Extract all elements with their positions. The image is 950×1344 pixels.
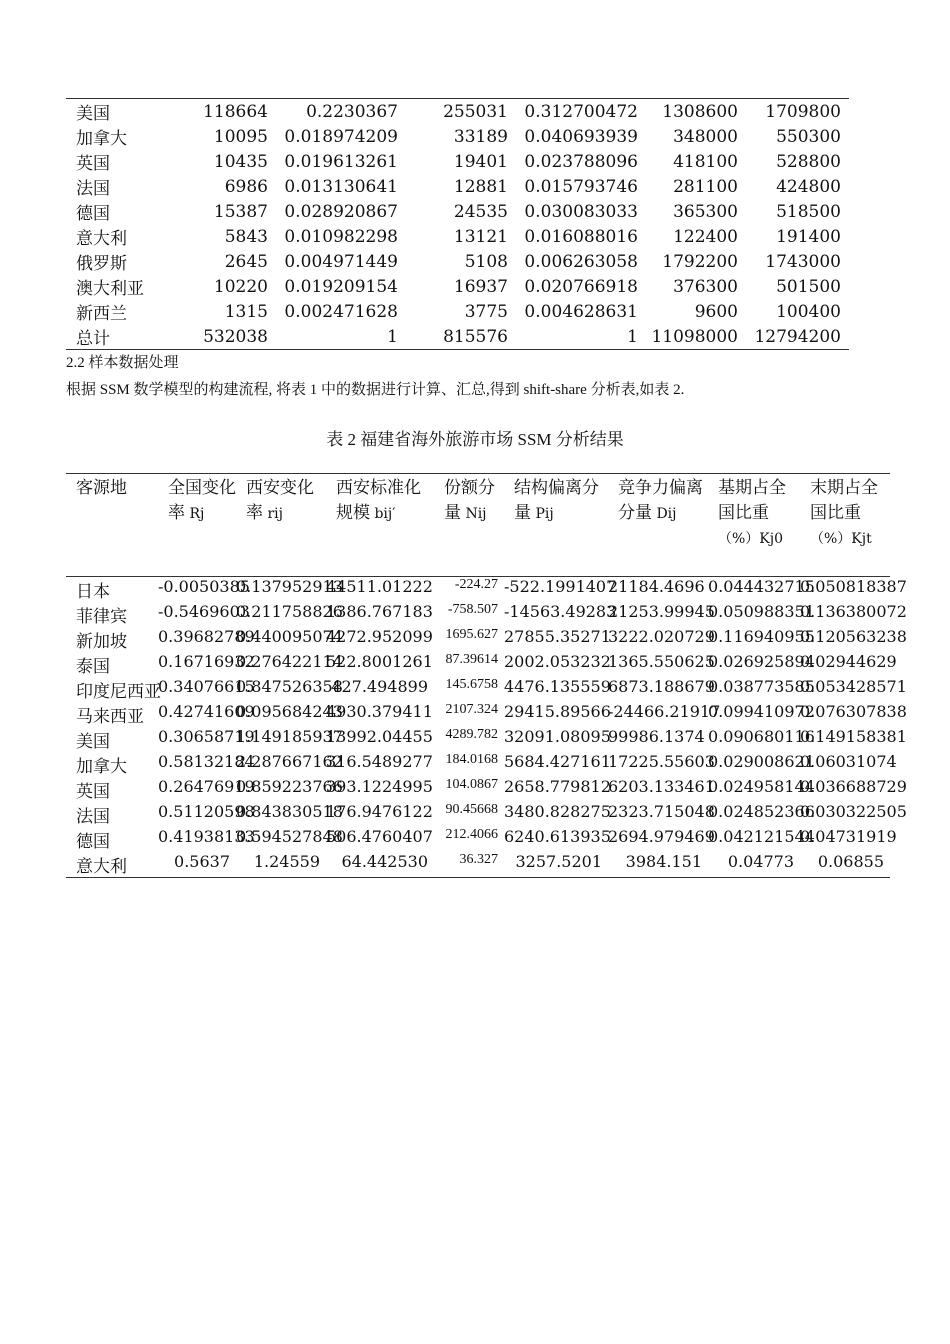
value-cell: 0.39682789 — [158, 627, 255, 646]
value-cell: 0.843830518 — [236, 802, 343, 821]
value-cell: -0.0050385 — [158, 577, 250, 596]
value-cell: 501500 — [776, 276, 841, 297]
value-cell: 0.276422114 — [236, 652, 343, 671]
value-cell: 1743000 — [765, 251, 841, 272]
table1-row — [66, 124, 849, 149]
value-cell: 11098000 — [651, 326, 738, 347]
value-cell: 255031 — [443, 101, 508, 122]
value-cell: 2658.779812 — [504, 777, 611, 796]
table2-caption: 表 2 福建省海外旅游市场 SSM 分析结果 — [326, 430, 624, 449]
value-cell: 0.019209154 — [284, 276, 398, 297]
value-cell: 17225.55603 — [608, 752, 715, 771]
value-cell: 4476.135559 — [504, 677, 611, 696]
table1-row — [66, 299, 849, 324]
table2-row — [66, 677, 890, 702]
header-label: 竞争力偏离分量 — [618, 478, 703, 523]
value-cell: 0.050988351 — [708, 602, 815, 621]
value-cell: 16937 — [453, 276, 508, 297]
header-label: 西安变化率 — [246, 478, 314, 523]
value-cell: 87.39614 — [445, 652, 498, 667]
value-cell: 64.442530 — [341, 852, 428, 871]
header-label: 西安标准化规模 — [336, 478, 421, 523]
origin-cell: 新加坡 — [76, 632, 127, 652]
value-cell: 118664 — [203, 101, 268, 122]
country-cell: 英国 — [76, 154, 110, 174]
table2-header — [434, 474, 504, 577]
header-symbol: Pij — [531, 505, 554, 522]
value-cell: 0.41938133 — [158, 827, 255, 846]
value-cell: 0.010982298 — [284, 226, 398, 247]
value-cell: 184.0168 — [445, 752, 498, 767]
value-cell: 12794200 — [754, 326, 841, 347]
header-label: 基期占全国比重 — [718, 478, 786, 523]
value-cell: 0.038773585 — [708, 677, 815, 696]
table2-header — [236, 474, 326, 577]
country-cell: 俄罗斯 — [76, 254, 127, 274]
table1-row — [66, 99, 849, 125]
value-cell: 424800 — [776, 176, 841, 197]
value-cell: 6240.613935 — [504, 827, 611, 846]
value-cell: 1365.550625 — [608, 652, 715, 671]
table2-header — [608, 474, 708, 577]
country-cell: 加拿大 — [76, 129, 127, 149]
value-cell: 0.16716932 — [158, 652, 255, 671]
value-cell: 1308600 — [662, 101, 738, 122]
origin-cell: 美国 — [76, 732, 110, 752]
value-cell: 365300 — [673, 201, 738, 222]
value-cell: -14563.49283 — [504, 602, 617, 621]
value-cell: 0.006263058 — [524, 251, 638, 272]
table1-row — [66, 224, 849, 249]
value-cell: 44511.01222 — [326, 577, 433, 596]
value-cell: 0.013130641 — [284, 176, 398, 197]
value-cell: 427.494899 — [331, 677, 428, 696]
value-cell: 0.312700472 — [524, 101, 638, 122]
value-cell: 0.076307838 — [800, 702, 907, 721]
table1-row — [66, 174, 849, 199]
value-cell: 2107.324 — [445, 702, 498, 717]
value-cell: 0.024958144 — [708, 777, 815, 796]
header-symbol: Nij — [461, 505, 487, 522]
value-cell: 0.440095074 — [236, 627, 343, 646]
value-cell: 0.023788096 — [524, 151, 638, 172]
value-cell: 0.51120598 — [158, 802, 255, 821]
value-cell: 0.120563238 — [800, 627, 907, 646]
value-cell: 0.116940955 — [708, 627, 815, 646]
value-cell: 1695.627 — [445, 627, 498, 642]
value-cell: 0.053428571 — [800, 677, 907, 696]
value-cell: 13121 — [453, 226, 508, 247]
value-cell: 90.45668 — [445, 802, 498, 817]
value-cell: 2323.715048 — [608, 802, 715, 821]
value-cell: 0.020766918 — [524, 276, 638, 297]
header-label: 末期占全国比重 — [810, 478, 878, 523]
country-cell: 意大利 — [76, 229, 127, 249]
value-cell: 13992.04455 — [326, 727, 433, 746]
value-cell: 316.5489277 — [326, 752, 433, 771]
value-cell: 0.042121544 — [708, 827, 815, 846]
table2-row — [66, 577, 890, 603]
section-heading: 2.2 样本数据处理 — [66, 355, 179, 371]
value-cell: 0.050818387 — [800, 577, 907, 596]
value-cell: 122400 — [673, 226, 738, 247]
value-cell: 33189 — [453, 126, 508, 147]
value-cell: 0.06855 — [817, 852, 884, 871]
value-cell: 815576 — [443, 326, 508, 347]
table2-header — [158, 474, 236, 577]
value-cell: 1386.767183 — [326, 602, 433, 621]
value-cell: 0.019613261 — [284, 151, 398, 172]
header-label: 全国变化率 — [168, 478, 236, 523]
value-cell: 145.6758 — [445, 677, 498, 692]
value-cell: 0.847526358 — [236, 677, 343, 696]
table2-row — [66, 702, 890, 727]
value-cell: 528800 — [776, 151, 841, 172]
value-cell: 1 — [387, 326, 398, 347]
table1-row — [66, 274, 849, 299]
value-cell: 9600 — [694, 301, 738, 322]
header-label: 份额分量 — [444, 478, 495, 523]
value-cell: 0.859223766 — [236, 777, 343, 796]
value-cell: 2645 — [224, 251, 268, 272]
value-cell: 0.26476919 — [158, 777, 255, 796]
value-cell: 1792200 — [662, 251, 738, 272]
value-cell: 0.30658719 — [158, 727, 255, 746]
value-cell: 3480.828275 — [504, 802, 611, 821]
value-cell: 0.06031074 — [800, 752, 897, 771]
table2-row — [66, 777, 890, 802]
value-cell: -522.1991407 — [504, 577, 617, 596]
value-cell: 10220 — [213, 276, 268, 297]
table2-row — [66, 627, 890, 652]
value-cell: 0.044432715 — [708, 577, 815, 596]
header-symbol: （%）Kj0 — [718, 531, 784, 547]
value-cell: 100400 — [776, 301, 841, 322]
value-cell: 2002.053232 — [504, 652, 611, 671]
value-cell: 0.5637 — [174, 852, 230, 871]
value-cell: 0.149158381 — [800, 727, 907, 746]
value-cell: 522.8001261 — [326, 652, 433, 671]
body-paragraph: 根据 SSM 数学模型的构建流程, 将表 1 中的数据进行计算、汇总,得到 shift-share 分析表,如表 2. — [66, 382, 685, 398]
table2-header — [66, 474, 158, 577]
value-cell: 6873.188679 — [608, 677, 715, 696]
value-cell: 5108 — [464, 251, 508, 272]
value-cell: 1.149185937 — [236, 727, 343, 746]
origin-cell: 英国 — [76, 782, 110, 802]
value-cell: 99986.1374 — [608, 727, 705, 746]
value-cell: 29415.89566 — [504, 702, 611, 721]
value-cell: 36.327 — [459, 852, 498, 867]
header-symbol: Rj — [185, 505, 205, 522]
value-cell: 24535 — [453, 201, 508, 222]
origin-cell: 菲律宾 — [76, 607, 127, 627]
value-cell: 10435 — [213, 151, 268, 172]
origin-cell: 马来西亚 — [76, 707, 144, 727]
header-symbol: bij′ — [370, 505, 396, 522]
value-cell: 0.024852366 — [708, 802, 815, 821]
origin-cell: 印度尼西亚 — [76, 682, 161, 702]
value-cell: 4289.782 — [445, 727, 498, 742]
origin-cell: 日本 — [76, 582, 110, 602]
value-cell: 191400 — [776, 226, 841, 247]
value-cell: 518500 — [776, 201, 841, 222]
header-symbol: Dij — [652, 505, 677, 522]
table2-row — [66, 727, 890, 752]
value-cell: 0.036688729 — [800, 777, 907, 796]
table2-row — [66, 802, 890, 827]
origin-cell: 加拿大 — [76, 757, 127, 777]
value-cell: 6203.133461 — [608, 777, 715, 796]
origin-cell: 意大利 — [76, 857, 127, 877]
table1-row — [66, 249, 849, 274]
value-cell: 0.2230367 — [306, 101, 398, 122]
value-cell: 0.34076615 — [158, 677, 255, 696]
table2-header — [708, 474, 800, 577]
header-label: 结构偏离分量 — [514, 478, 599, 523]
value-cell: 0.58132184 — [158, 752, 255, 771]
value-cell: 3257.5201 — [515, 852, 602, 871]
value-cell: 0.002471628 — [284, 301, 398, 322]
value-cell: 10095 — [213, 126, 268, 147]
origin-cell: 泰国 — [76, 657, 110, 677]
table2-ssm-results — [66, 473, 907, 878]
value-cell: 0.026925894 — [708, 652, 815, 671]
origin-cell: 法国 — [76, 807, 110, 827]
value-cell: -224.27 — [454, 577, 498, 592]
header-label: 客源地 — [76, 478, 127, 498]
value-cell: 15387 — [213, 201, 268, 222]
country-cell: 总计 — [76, 329, 110, 349]
value-cell: 3222.020729 — [608, 627, 715, 646]
table2-row — [66, 852, 890, 878]
value-cell: 376300 — [673, 276, 738, 297]
value-cell: 393.1224995 — [326, 777, 433, 796]
value-cell: 0.015793746 — [524, 176, 638, 197]
value-cell: 0.028920867 — [284, 201, 398, 222]
value-cell: 27855.35271 — [504, 627, 611, 646]
value-cell: 21184.4696 — [608, 577, 705, 596]
value-cell: 0.018974209 — [284, 126, 398, 147]
value-cell: 3775 — [464, 301, 508, 322]
value-cell: 0.211758826 — [236, 602, 343, 621]
value-cell: 0.02944629 — [800, 652, 897, 671]
value-cell: 3984.151 — [625, 852, 702, 871]
country-cell: 澳大利亚 — [76, 279, 144, 299]
value-cell: 0.030083033 — [524, 201, 638, 222]
value-cell: 4272.952099 — [326, 627, 433, 646]
value-cell: 0.029008621 — [708, 752, 815, 771]
table2-header — [504, 474, 608, 577]
table2-row — [66, 652, 890, 677]
value-cell: 281100 — [673, 176, 738, 197]
value-cell: 32091.08095 — [504, 727, 611, 746]
country-cell: 美国 — [76, 104, 110, 124]
value-cell: 0.42741609 — [158, 702, 255, 721]
value-cell: 4930.379411 — [326, 702, 433, 721]
value-cell: 0.016088016 — [524, 226, 638, 247]
value-cell: 1315 — [224, 301, 268, 322]
country-cell: 新西兰 — [76, 304, 127, 324]
value-cell: 2694.979469 — [608, 827, 715, 846]
table2-header — [800, 474, 890, 577]
table2-row — [66, 752, 890, 777]
value-cell: -0.5469603 — [158, 602, 250, 621]
origin-cell: 德国 — [76, 832, 110, 852]
value-cell: 0.04731919 — [800, 827, 897, 846]
value-cell: 0.137952913 — [236, 577, 343, 596]
value-cell: -758.507 — [447, 602, 498, 617]
value-cell: 0.004971449 — [284, 251, 398, 272]
value-cell: 348000 — [673, 126, 738, 147]
table2-row — [66, 602, 890, 627]
table1-row — [66, 199, 849, 224]
value-cell: 176.9476122 — [326, 802, 433, 821]
value-cell: 506.4760407 — [326, 827, 433, 846]
value-cell: 1.24559 — [253, 852, 320, 871]
value-cell: 0.090680116 — [708, 727, 815, 746]
table2-row — [66, 827, 890, 852]
value-cell: 5843 — [224, 226, 268, 247]
value-cell: 0.004628631 — [524, 301, 638, 322]
table1-continued — [66, 98, 849, 350]
value-cell: 0.594527848 — [236, 827, 343, 846]
value-cell: 21253.99945 — [608, 602, 715, 621]
value-cell: 0.030322505 — [800, 802, 907, 821]
value-cell: 2.287667162 — [236, 752, 343, 771]
country-cell: 德国 — [76, 204, 110, 224]
value-cell: 0.04773 — [727, 852, 794, 871]
value-cell: 1709800 — [765, 101, 841, 122]
table1-row — [66, 324, 849, 350]
table1-row — [66, 149, 849, 174]
value-cell: 5684.427161 — [504, 752, 611, 771]
header-symbol: （%）Kjt — [810, 531, 872, 547]
value-cell: 0.099410972 — [708, 702, 815, 721]
value-cell: 0.095684243 — [236, 702, 343, 721]
value-cell: 418100 — [673, 151, 738, 172]
country-cell: 法国 — [76, 179, 110, 199]
value-cell: 19401 — [453, 151, 508, 172]
value-cell: 212.4066 — [445, 827, 498, 842]
value-cell: 532038 — [203, 326, 268, 347]
value-cell: 6986 — [224, 176, 268, 197]
value-cell: 0.136380072 — [800, 602, 907, 621]
value-cell: 1 — [627, 326, 638, 347]
value-cell: 550300 — [776, 126, 841, 147]
header-symbol: rij — [263, 505, 283, 522]
value-cell: 0.040693939 — [524, 126, 638, 147]
value-cell: 12881 — [453, 176, 508, 197]
value-cell: 104.0867 — [445, 777, 498, 792]
value-cell: -24466.21917 — [608, 702, 721, 721]
table2-header — [326, 474, 434, 577]
